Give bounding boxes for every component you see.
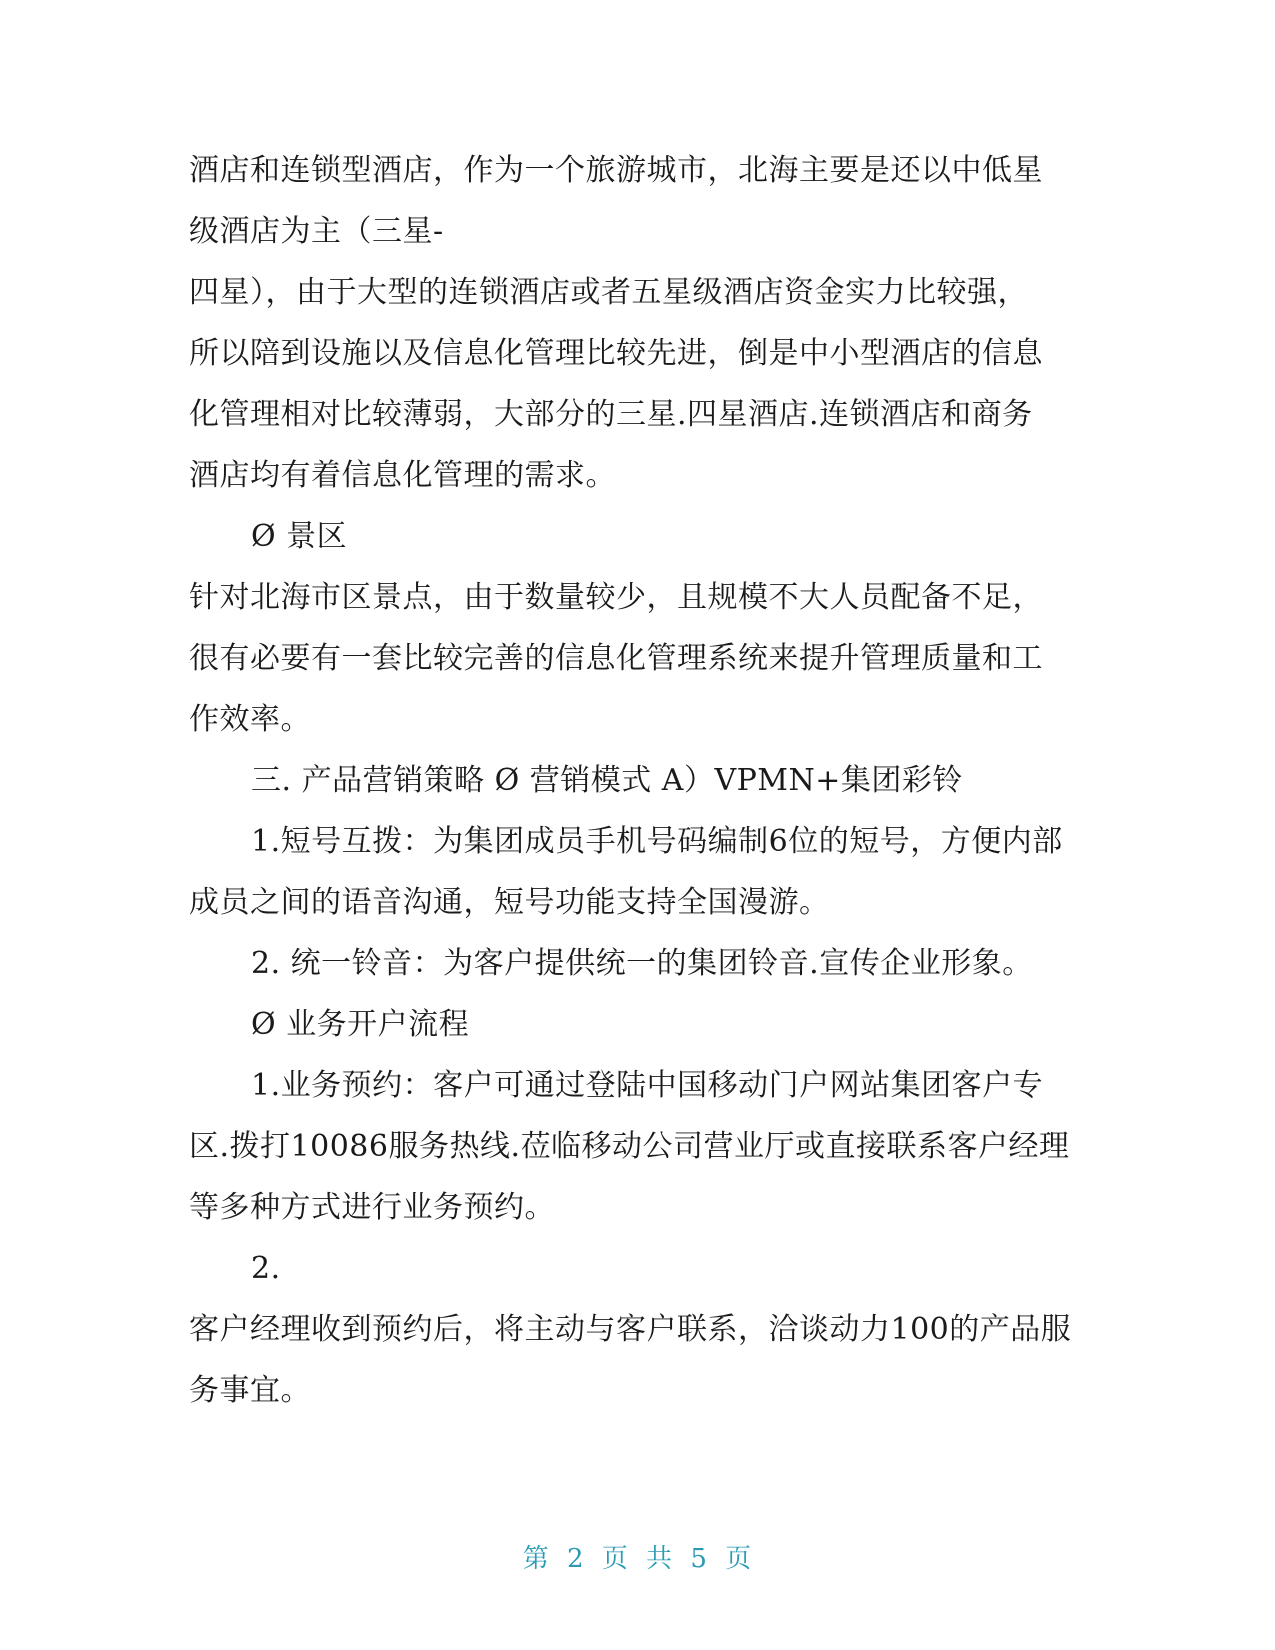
paragraph-line: 针对北海市区景点，由于数量较少，且规模不大人员配备不足， <box>189 580 1043 615</box>
paragraph-line: 很有必要有一套比较完善的信息化管理系统来提升管理质量和工 <box>189 641 1043 676</box>
paragraph-line: 酒店均有着信息化管理的需求。 <box>189 458 616 493</box>
document-body <box>189 140 1089 1421</box>
paragraph-line: 四星），由于大型的连锁酒店或者五星级酒店资金实力比较强， <box>189 275 1028 310</box>
footer-prefix: 第 <box>522 1544 550 1574</box>
paragraph-line: 区.拨打10086服务热线.莅临移动公司营业厅或直接联系客户经理 <box>189 1129 1070 1164</box>
list-item-short-dial: 1.短号互拨：为集团成员手机号码编制6位的短号，方便内部 <box>251 824 1063 859</box>
paragraph-line: 客户经理收到预约后，将主动与客户联系，洽谈动力100的产品服 <box>189 1312 1072 1347</box>
section-bullet-scenic: Ø 景区 <box>251 519 348 554</box>
paragraph-line: 成员之间的语音沟通，短号功能支持全国漫游。 <box>189 885 830 920</box>
section-heading-marketing: 三. 产品营销策略 Ø 营销模式 A）VPMN+集团彩铃 <box>251 763 963 798</box>
list-item-ringtone: 2. 统一铃音：为客户提供统一的集团铃音.宣传企业形象。 <box>251 946 1033 981</box>
paragraph-line: 务事宜。 <box>189 1373 311 1408</box>
paragraph-line: 级酒店为主（三星- <box>189 214 444 249</box>
footer-total-word: 共 <box>646 1544 674 1574</box>
list-item-number: 2. <box>251 1251 281 1286</box>
section-bullet-account-process: Ø 业务开户流程 <box>251 1007 470 1042</box>
footer-current-page: 2 <box>567 1544 585 1574</box>
paragraph-line: 所以陪到设施以及信息化管理比较先进，倒是中小型酒店的信息 <box>189 336 1043 371</box>
paragraph-line: 酒店和连锁型酒店，作为一个旅游城市，北海主要是还以中低星 <box>189 153 1043 188</box>
paragraph-line: 等多种方式进行业务预约。 <box>189 1190 555 1225</box>
paragraph-line: 作效率。 <box>189 702 311 737</box>
footer-suffix: 页 <box>725 1544 753 1574</box>
list-item-reservation: 1.业务预约：客户可通过登陆中国移动门户网站集团客户专 <box>251 1068 1044 1103</box>
footer-page-word: 页 <box>601 1544 629 1574</box>
paragraph-line: 化管理相对比较薄弱，大部分的三星.四星酒店.连锁酒店和商务 <box>189 397 1033 432</box>
page-footer <box>0 1538 1275 1575</box>
footer-total-pages: 5 <box>690 1544 708 1574</box>
